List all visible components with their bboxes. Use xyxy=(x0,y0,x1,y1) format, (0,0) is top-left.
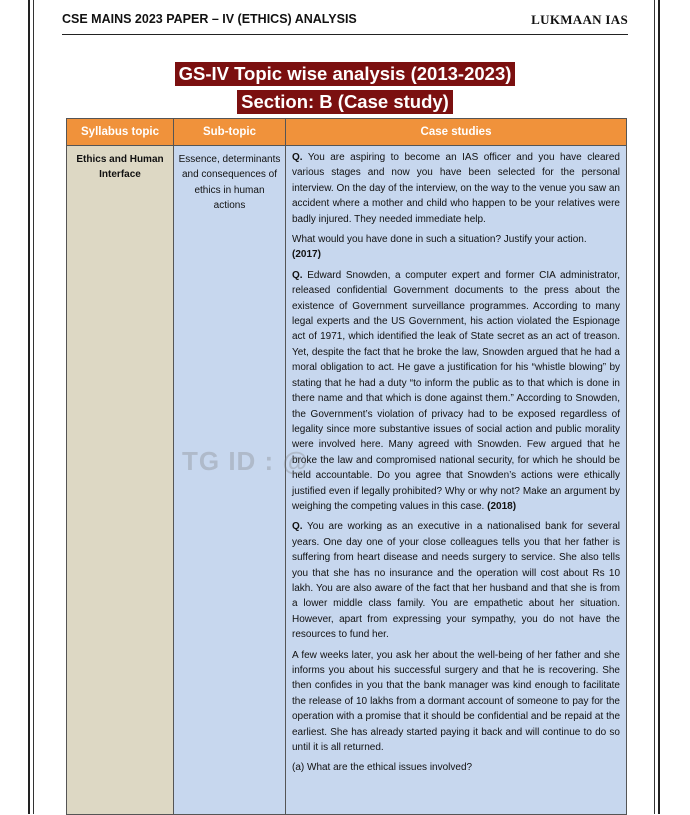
case-2 xyxy=(292,268,620,515)
header-sub-topic: Sub-topic xyxy=(174,119,286,146)
case-2-q: Q. xyxy=(292,269,303,281)
case-1-question-para xyxy=(292,232,620,263)
analysis-table xyxy=(66,118,627,815)
case-1-text: You are aspiring to become an IAS officer and you have cleared various stages and now you have been selected for the personal interview. On the day of the interview, on the way to the venue you saw an accident where a mother and child who happen to be your relatives were badly injured. They needed immediate help. xyxy=(292,152,620,225)
case-3-sub-a: (a) What are the ethical issues involved? xyxy=(292,762,473,774)
case-1-question: What would you have done in such a situation? Justify your action. xyxy=(292,234,587,246)
case-2-year: (2018) xyxy=(487,500,517,512)
cell-syllabus-topic: Ethics and Human Interface xyxy=(67,146,174,815)
case-2-text: Edward Snowden, a computer expert and former CIA administrator, released confidential Government documents to the press about the existence of Government surveillance programmes. According to many legal experts and the US Government, his action violated the Espionage act of 1971, which identified the leak of State secret as an act of treason. Yet, despite the fact that he broke the law, Snowden argued that he had a moral obligation to act. He gave a justification for his “whistle blowing” by stating that he had a duty “to inform the public as to that which is done in there name and that which is done against them.” According to Snowden, the Government’s violation of privacy had to be exposed regardless of legality since more substantive issues of social action and public morality were involved here. Many agreed with Snowden. Few argued that he broke the law and compromised national security, for which he should be held accountable. Do you agree that Snowden’s actions were ethically justified even if legally prohibited? Why or why not? Make an argument by weighing the competing values in this case. xyxy=(292,269,620,512)
title-line-1-wrap xyxy=(0,62,690,86)
case-3-text2: A few weeks later, you ask her about the well-being of her father and she informs you about his successful surgery and that he is recovering. She then confides in you that the bank manager was kind enough to facilitate the release of 10 lakhs from a dormant account of someone to pay for the operation with a promise that it should be confidential and be repaid at the earliest. She has already started paying it back and will continue to do so until it is all returned. xyxy=(292,649,620,754)
cell-sub-topic: Essence, determinants and consequences of ethics in human actions xyxy=(174,146,286,815)
header-syllabus-topic: Syllabus topic xyxy=(67,119,174,146)
table-row xyxy=(67,146,627,815)
case-3-text: You are working as an executive in a nationalised bank for several years. One day one of your close colleagues tells you that her father is suffering from heart disease and needs surgery to service. She also tells you that she has no insurance and the operation will cost about Rs 10 lakh. You are also aware of the fact that her husband and that she is from a lower middle class family. You are empathetic about her situation. However, apart from expressing your sympathy, you do not have the resources to fund her. xyxy=(292,521,620,641)
header-rule xyxy=(62,34,628,35)
title-line-2-wrap xyxy=(0,90,690,114)
case-1-year: (2017) xyxy=(292,249,321,261)
title-line-2: Section: B (Case study) xyxy=(237,90,453,114)
case-1 xyxy=(292,150,620,227)
case-3-q: Q. xyxy=(292,521,303,533)
page-header xyxy=(62,12,628,32)
case-1-q: Q. xyxy=(292,152,303,163)
table-header-row xyxy=(67,119,627,146)
title-line-1: GS-IV Topic wise analysis (2013-2023) xyxy=(175,62,516,86)
header-case-studies: Case studies xyxy=(286,119,627,146)
header-title: CSE MAINS 2023 PAPER – IV (ETHICS) ANALYSIS xyxy=(62,12,357,26)
cell-case-studies xyxy=(286,146,627,815)
header-brand: LUKMAAN IAS xyxy=(531,12,628,27)
watermark: TG ID : @ xyxy=(182,446,309,476)
case-3 xyxy=(292,519,620,642)
